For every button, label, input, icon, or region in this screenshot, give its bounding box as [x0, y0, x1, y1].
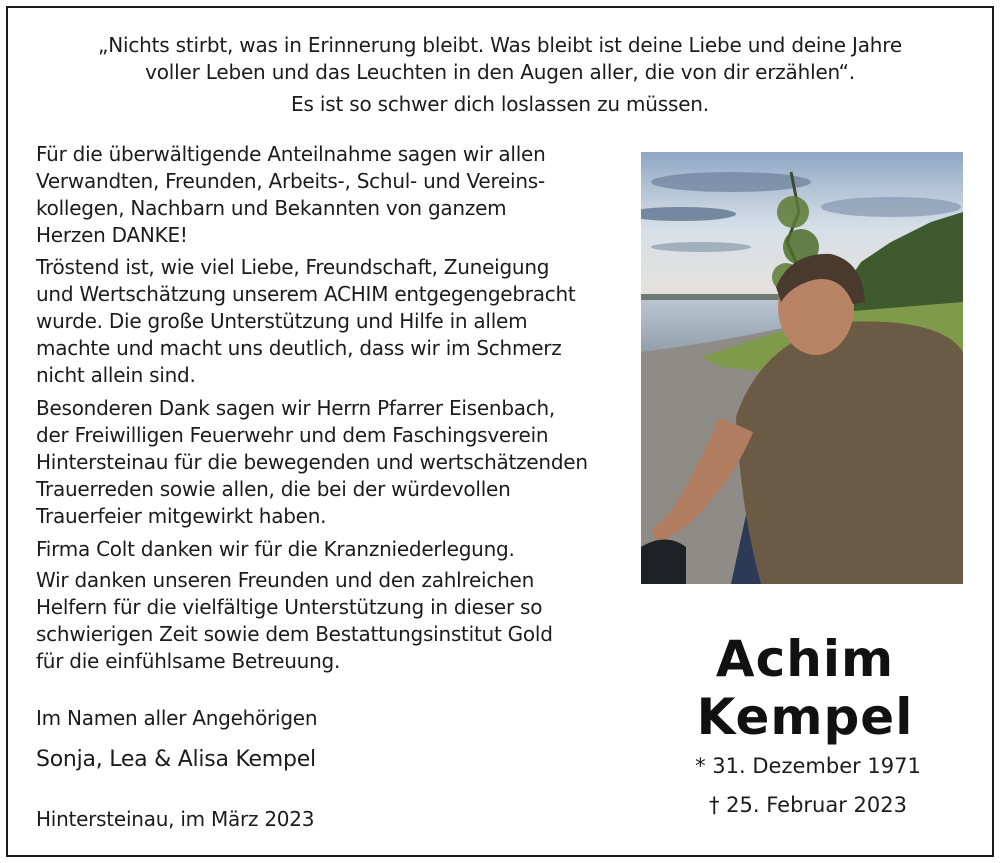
portrait-photo: [641, 152, 963, 584]
deceased-first-name: Achim: [715, 630, 895, 688]
thanks-paragraph-2: Tröstend ist, wie viel Liebe, Freundschaft, Zuneigung und Wertschätzung unserem ACHIM entgegengebracht wurde. Die große Unterstützung und Hilfe in allem machte und macht uns deutlich, dass wir im Schmerz nicht allein sind.: [36, 255, 576, 387]
birth-date: * 31. Dezember 1971: [695, 754, 921, 778]
place-date: Hintersteinau, im März 2023: [36, 807, 315, 831]
thanks-paragraph-5: Wir danken unseren Freunden und den zahlreichen Helfern für die vielfältige Unterstützung in dieser so schwierigen Zeit sowie dem Bestattungsinstitut Gold für die einfühlsame Betreuung.: [36, 568, 553, 673]
thanks-paragraph-4: Firma Colt danken wir für die Kranzniederlegung.: [36, 537, 515, 561]
memorial-quote: [40, 32, 960, 86]
thanks-paragraph-1: Für die überwältigende Anteilnahme sagen wir allen Verwandten, Freunden, Arbeits-, Schul- und Vereins- kollegen, Nachbarn und Bekannten von ganzem Herzen DANKE!: [36, 142, 546, 247]
quote-line-3: Es ist so schwer dich loslassen zu müssen.: [291, 92, 709, 116]
signers: Sonja, Lea & Alisa Kempel: [36, 747, 316, 772]
closing-line: Im Namen aller Angehörigen: [36, 706, 318, 730]
deceased-last-name: Kempel: [696, 688, 914, 746]
quote-line-1: „Nichts stirbt, was in Erinnerung bleibt. Was bleibt ist deine Liebe und deine Jahre: [98, 33, 902, 57]
quote-line-2: voller Leben und das Leuchten in den Augen aller, die von dir erzählen“.: [145, 60, 855, 84]
death-date: † 25. Februar 2023: [709, 793, 907, 817]
thanks-paragraph-3: Besonderen Dank sagen wir Herrn Pfarrer Eisenbach, der Freiwilligen Feuerwehr und dem Faschingsverein Hintersteinau für die bewegenden und wertschätzenden Trauerreden sowie allen, die bei der würdevollen Trauerfeier mitgewirkt haben.: [36, 396, 588, 528]
